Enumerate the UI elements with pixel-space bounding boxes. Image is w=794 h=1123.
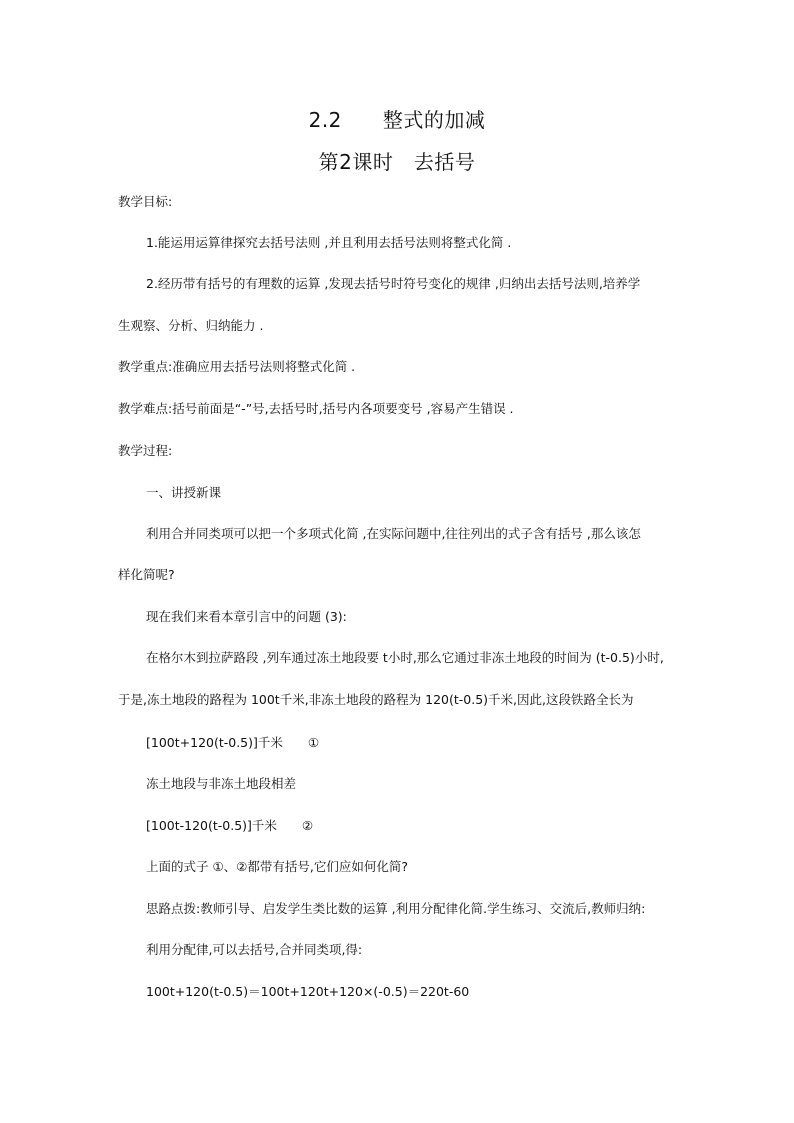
paragraph-how-simplify: 上面的式子 ①、②都带有括号,它们应如何化简? — [146, 859, 408, 874]
paragraph-difficulty: 教学难点:括号前面是“-”号,去括号时,括号内各项要变号 ,容易产生错误 . — [118, 401, 514, 416]
paragraph-objective-2: 2.经历带有括号的有理数的运算 ,发现去括号时符号变化的规律 ,归纳出去括号法则,培养学 — [146, 276, 641, 291]
formula-1: [100t+120(t-0.5)]千米 ① — [146, 735, 320, 750]
paragraph-objective-1: 1.能运用运算律探究去括号法则 ,并且利用去括号法则将整式化简 . — [146, 235, 512, 250]
paragraph-intro-cont: 样化简呢? — [118, 567, 175, 582]
paragraph-key-point: 教学重点:准确应用去括号法则将整式化简 . — [118, 359, 356, 374]
formula-2: [100t-120(t-0.5)]千米 ② — [146, 818, 314, 833]
section-title: 2.2 整式的加减 — [308, 108, 486, 132]
paragraph-hint: 思路点拨:教师引导、启发学生类比数的运算 ,利用分配律化简.学生练习、交流后,教师归纳: — [146, 901, 646, 916]
paragraph-problem: 在格尔木到拉萨路段 ,列车通过冻土地段要 t小时,那么它通过非冻土地段的时间为 (t-0.5)小时, — [146, 650, 664, 665]
paragraph-section-one: 一、讲授新课 — [146, 485, 222, 500]
paragraph-difference: 冻土地段与非冻土地段相差 — [146, 776, 297, 791]
paragraph-problem-cont: 于是,冻土地段的路程为 100t千米,非冻土地段的路程为 120(t-0.5)千米,因此,这段铁路全长为 — [118, 692, 634, 707]
paragraph-process-label: 教学过程: — [118, 443, 173, 458]
paragraph-intro: 利用合并同类项可以把一个多项式化简 ,在实际问题中,往往列出的式子含有括号 ,那么该怎 — [146, 526, 641, 541]
formula-result: 100t+120(t-0.5)＝100t+120t+120×(-0.5)＝220t-60 — [146, 984, 470, 999]
paragraph-question: 现在我们来看本章引言中的问题 (3): — [146, 609, 347, 624]
paragraph-objectives-label: 教学目标: — [118, 194, 173, 209]
lesson-title: 第2课时 去括号 — [318, 150, 476, 174]
paragraph-distributive: 利用分配律,可以去括号,合并同类项,得: — [146, 942, 363, 957]
paragraph-objective-2-cont: 生观察、分析、归纳能力 . — [118, 318, 264, 333]
